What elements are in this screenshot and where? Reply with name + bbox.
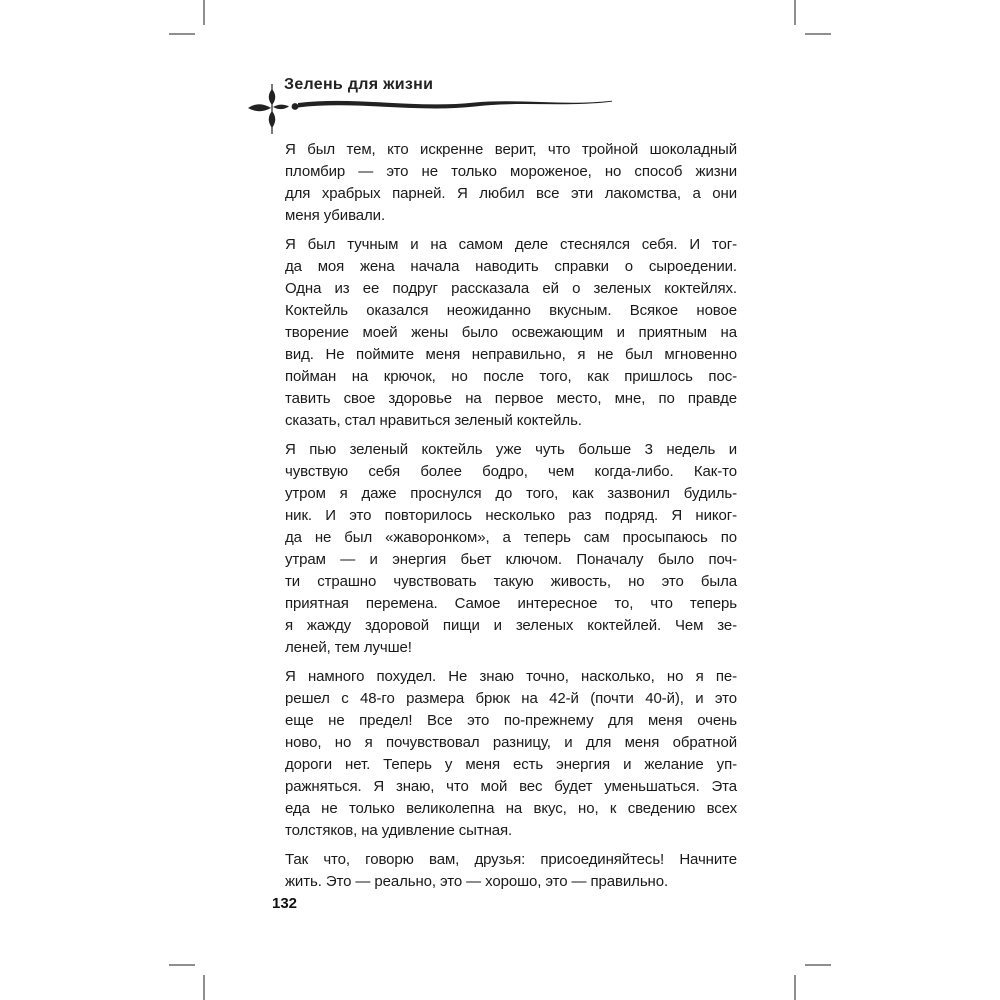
text-line: решел с 48-го размера брюк на 42-й (почти 40-й), и это	[285, 690, 737, 707]
text-line: приятная перемена. Самое интересное то, что теперь	[285, 595, 737, 612]
crop-mark-bottom-left-vertical	[203, 975, 205, 1000]
text-line: ти страшно чувствовать такую живость, но это была	[285, 573, 737, 590]
running-head-title: Зелень для жизни	[284, 76, 434, 93]
text-line: еда не только великолепна на вкус, но, к сведению всех	[285, 800, 737, 817]
crop-mark-top-right-vertical	[794, 0, 796, 25]
text-block	[285, 139, 737, 900]
text-line: чувствую себя более бодро, чем когда-либо. Как-то	[285, 463, 737, 480]
text-line: леней, тем лучше!	[285, 639, 412, 656]
paragraph	[285, 234, 737, 432]
text-line: вид. Не поймите меня неправильно, я не был мгновенно	[285, 346, 737, 363]
text-line: творение моей жены было освежающим и приятным на	[285, 324, 737, 341]
text-line: тавить свое здоровье на первое место, мне, по правде	[285, 390, 737, 407]
text-line: жить. Это — реально, это — хорошо, это — правильно.	[285, 873, 669, 890]
crop-mark-top-left-vertical	[203, 0, 205, 25]
text-line: да не был «жаворонком», а теперь сам просыпаюсь по	[285, 529, 737, 546]
text-line: ново, но я почувствовал разницу, и для меня обратной	[285, 734, 737, 751]
crop-mark-top-left-horizontal	[169, 33, 195, 35]
text-line: еще не предел! Все это по-прежнему для меня очень	[285, 712, 737, 729]
page-number: 132	[272, 895, 298, 912]
text-line: Одна из ее подруг рассказала ей о зеленых коктейлях.	[285, 280, 737, 297]
text-line: да моя жена начала наводить справки о сыроедении.	[285, 258, 737, 275]
text-line: я жажду здоровой пищи и зеленых коктейлей. Чем зе-	[285, 617, 737, 634]
crop-mark-top-right-horizontal	[805, 33, 831, 35]
text-line: сказать, стал нравиться зеленый коктейль.	[285, 412, 582, 429]
text-line: Я намного похудел. Не знаю точно, насколько, но я пе-	[285, 668, 737, 685]
paragraph	[285, 439, 737, 659]
text-line: Я был тучным и на самом деле стеснялся себя. И тог-	[285, 236, 737, 253]
paragraph	[285, 849, 737, 893]
text-line: Так что, говорю вам, друзья: присоединяйтесь! Начните	[285, 851, 737, 868]
crop-mark-bottom-right-horizontal	[805, 964, 831, 966]
text-line: Я пью зеленый коктейль уже чуть больше 3 недель и	[285, 441, 737, 458]
text-line: утром я даже проснулся до того, как зазвонил будиль-	[285, 485, 737, 502]
text-line: для храбрых парней. Я любил все эти лакомства, а они	[285, 185, 737, 202]
text-line: пойман на крючок, но после того, как пришлось пос-	[285, 368, 737, 385]
text-line: толстяков, на удивление сытная.	[285, 822, 513, 839]
text-line: меня убивали.	[285, 207, 386, 224]
text-line: пломбир — это не только мороженое, но способ жизни	[285, 163, 737, 180]
text-line: Я был тем, кто искренне верит, что тройной шоколадный	[285, 141, 737, 158]
crop-mark-bottom-left-horizontal	[169, 964, 195, 966]
text-line: ник. И это повторилось несколько раз подряд. Я никог-	[285, 507, 737, 524]
text-line: ражняться. Я знаю, что мой вес будет уменьшаться. Эта	[285, 778, 737, 795]
paragraph	[285, 666, 737, 842]
leaf-ornament-icon	[245, 83, 617, 135]
text-line: Коктейль оказался неожиданно вкусным. Всякое новое	[285, 302, 737, 319]
text-line: утрам — и энергия бьет ключом. Поначалу было поч-	[285, 551, 737, 568]
paragraph	[285, 139, 737, 227]
crop-mark-bottom-right-vertical	[794, 975, 796, 1000]
text-line: дороги нет. Теперь у меня есть энергия и желание уп-	[285, 756, 737, 773]
